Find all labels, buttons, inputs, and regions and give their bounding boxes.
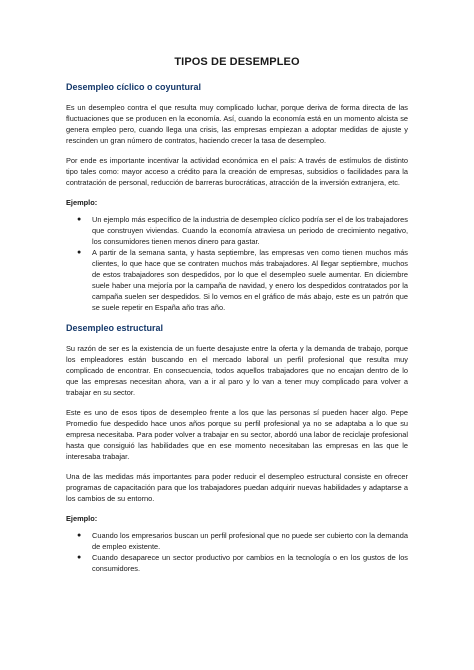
list-item-text: Un ejemplo más específico de la industria de desempleo cíclico podría ser el de los trabajadores que construyen viviendas. Cuando la economía atraviesa un periodo de crecimiento negativo, los consumidores tienen menos dinero para gastar. (92, 215, 408, 246)
paragraph: Por ende es importante incentivar la actividad económica en el país: A través de estímulos de distinto tipo tales como: mayor acceso a crédito para la creación de empresas, subsidios o facilidades para la contratación de personal, reducción de barreras burocráticas, atracción de la inversión extranjera, etc. (66, 156, 408, 187)
list-item-text: Cuando los empresarios buscan un perfil profesional que no puede ser cubierto con la demanda de empleo existente. (92, 531, 408, 551)
paragraph: Su razón de ser es la existencia de un fuerte desajuste entre la oferta y la demanda de trabajo, porque los empleadores están buscando en el mercado laboral un perfil profesional que resulta muy complicado de encontrar. En consecuencia, todos aquellos trabajadores que no encajan dentro de lo que las empresas necesitan ahora, van a ir al paro y lo van a tener muy complicado para volver a trabajar en su sector. (66, 344, 408, 397)
section-cyclical (66, 82, 408, 313)
document-title: TIPOS DE DESEMPLEO (174, 56, 300, 68)
list-item (66, 214, 408, 247)
bullet-list (66, 530, 408, 574)
paragraph: Es un desempleo contra el que resulta muy complicado luchar, porque deriva de forma directa de las fluctuaciones que se producen en la economía. Así, cuando la economía está en un momento alcista se genera empleo pero, cuando llega una crisis, las empresas empiezan a adoptar medidas de ajuste y rescinden un gran número de contratos, haciendo crecer la tasa de desempleo. (66, 103, 408, 145)
section-structural (66, 323, 408, 574)
example-label: Ejemplo: (66, 198, 98, 207)
paragraph: Una de las medidas más importantes para poder reducir el desempleo estructural consiste en ofrecer programas de capacitación para que los trabajadores puedan adquirir nuevas habilidades y adaptarse a los cambios de su entorno. (66, 472, 408, 503)
list-item (66, 247, 408, 313)
example-label: Ejemplo: (66, 514, 98, 523)
section-heading-cyclical: Desempleo cíclico o coyuntural (66, 82, 202, 92)
list-item (66, 530, 408, 552)
bullet-list (66, 214, 408, 313)
list-item-text: Cuando desaparece un sector productivo por cambios en la tecnología o en los gustos de los consumidores. (92, 553, 408, 573)
list-item-text: A partir de la semana santa, y hasta septiembre, las empresas ven como tienen muchos más clientes, lo que hace que se contraten muchos más trabajadores. Al llegar septiembre, muchos de estos trabajadores son despedidos, por lo que el desempleo suele aumentar. En diciembre suele haber una mejoría por la campaña de navidad, y enero los despedidos contratados por la campaña suelen ser despedidos. Si lo vemos en el gráfico de más abajo, este es un patrón que se suele repetir en España año tras año. (92, 248, 408, 312)
bullet-icon: ● (77, 249, 82, 256)
bullet-icon: ● (77, 532, 82, 539)
section-heading-structural: Desempleo estructural (66, 323, 164, 333)
list-item (66, 552, 408, 574)
bullet-icon: ● (77, 216, 82, 223)
paragraph: Este es uno de esos tipos de desempleo frente a los que las personas sí pueden hacer algo. Pepe Promedio fue despedido hace unos años porque su perfil profesional ya no se adaptaba a lo que su empresa necesitaba. Para poder volver a trabajar en su sector, abordó una labor de reciclaje profesional hasta que consiguió las habilidades que en ese momento necesitaban las empresas en las que le interesaba trabajar. (66, 408, 408, 461)
bullet-icon: ● (77, 554, 82, 561)
